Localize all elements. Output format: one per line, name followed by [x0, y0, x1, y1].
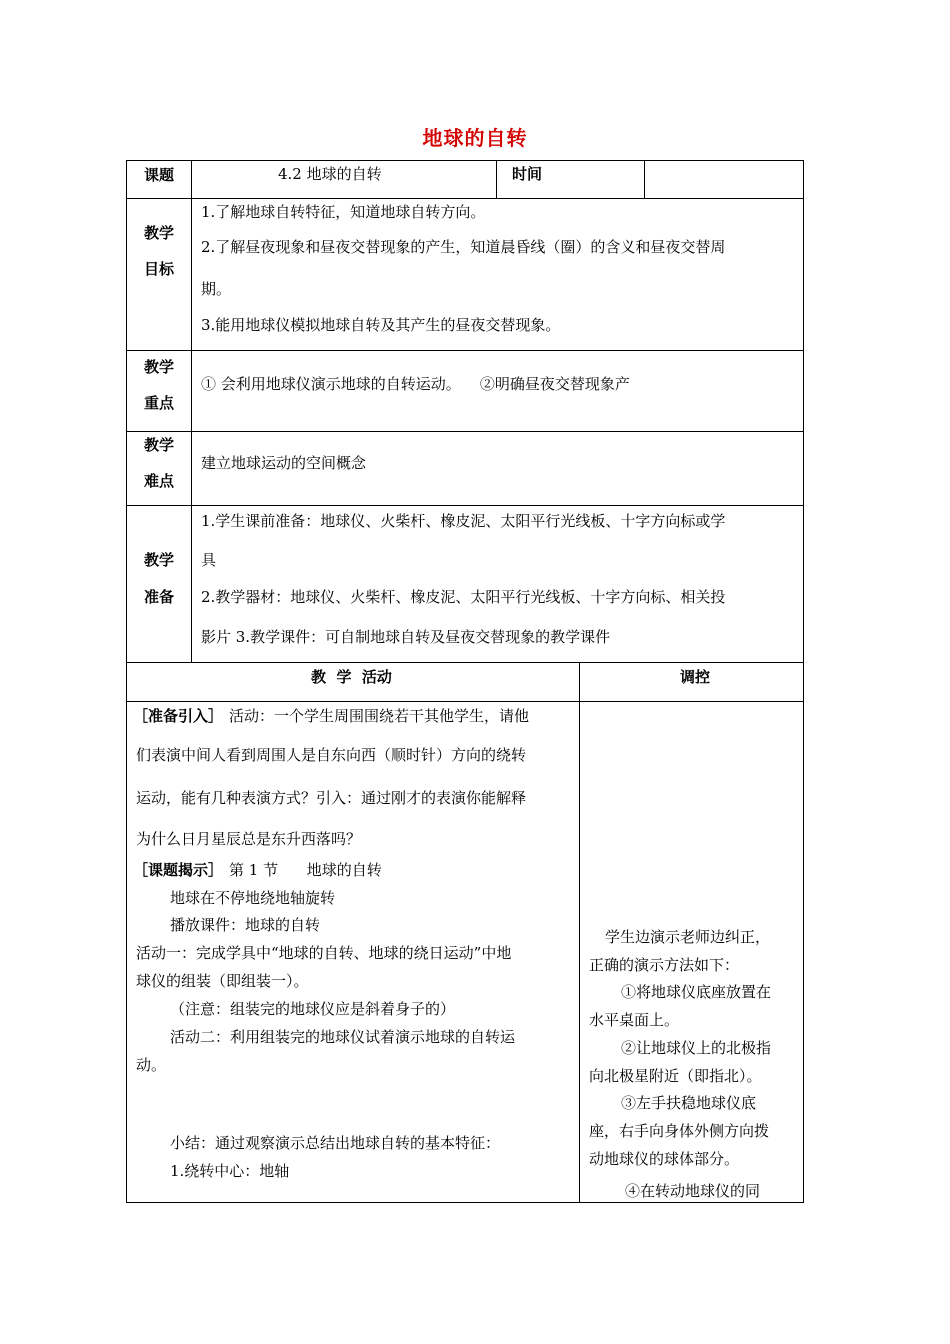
objectives-label-line2: 目标 [144, 260, 175, 278]
control-line: 水平桌面上。 [589, 1011, 680, 1029]
table-border-left [126, 160, 127, 1203]
activity-line: 小结：通过观察演示总结出地球自转的基本特征： [170, 1134, 501, 1152]
preparation-line: 具 [201, 551, 217, 569]
activity-line: 播放课件：地球的自转 [170, 916, 321, 934]
row-divider [126, 431, 804, 432]
document-title: 地球的自转 [422, 126, 528, 150]
row-divider [126, 505, 804, 506]
control-column-header: 调控 [680, 668, 711, 686]
activity-line: 1.绕转中心：地轴 [170, 1162, 290, 1180]
label-column-divider [191, 160, 192, 662]
preparation-line: 2.教学器材：地球仪、火柴杆、橡皮泥、太阳平行光线板、十字方向标、相关投 [201, 588, 726, 606]
intro-tag: ［准备引入］ [133, 707, 224, 725]
difficulties-label-line1: 教学 [144, 436, 175, 454]
row-divider [126, 701, 804, 702]
reveal-text: 第 1 节 地球的自转 [229, 861, 382, 879]
activity-line: 球仪的组装（即组装一）。 [136, 972, 309, 990]
objective-item: 1.了解地球自转特征，知道地球自转方向。 [201, 203, 486, 221]
preparation-label-line2: 准备 [144, 588, 175, 606]
intro-line: 为什么日月星辰总是东升西落吗？ [136, 830, 362, 848]
difficulties-label-line2: 难点 [144, 472, 175, 490]
control-line: ④在转动地球仪的同 [625, 1182, 761, 1200]
key-points-text: ① 会利用地球仪演示地球的自转运动。 ②明确昼夜交替现象产 [201, 375, 630, 393]
intro-line: 们表演中间人看到周围人是自东向西（顺时针）方向的绕转 [136, 746, 527, 764]
control-line: 座，右手向身体外侧方向拨 [589, 1122, 770, 1140]
activity-line: 活动一：完成学具中“地球的自转、地球的绕日运动”中地 [136, 944, 512, 962]
intro-line: 运动，能有几种表演方式？引入：通过刚才的表演你能解释 [136, 789, 527, 807]
control-line: 正确的演示方法如下： [589, 956, 740, 974]
topic-label: 课题 [144, 166, 175, 184]
objectives-label-line1: 教学 [144, 224, 175, 242]
activity-line: 动。 [136, 1056, 167, 1074]
activity-column-divider [579, 662, 580, 1203]
control-line: ②让地球仪上的北极指 [621, 1039, 772, 1057]
activity-line: （注意：组装完的地球仪应是斜着身子的） [170, 1000, 456, 1018]
row-divider [126, 662, 804, 663]
objective-item: 2.了解昼夜现象和昼夜交替现象的产生，知道晨昏线（圈）的含义和昼夜交替周 [201, 238, 726, 256]
control-line: ①将地球仪底座放置在 [621, 983, 772, 1001]
key-points-label-line2: 重点 [144, 394, 175, 412]
preparation-line: 影片 3.教学课件：可自制地球自转及昼夜交替现象的教学课件 [201, 628, 611, 646]
control-line: 向北极星附近（即指北）。 [589, 1067, 762, 1085]
key-points-label-line1: 教学 [144, 358, 175, 376]
reveal-tag: ［课题揭示］ [133, 861, 224, 879]
table-border-top [126, 160, 804, 161]
time-label-divider-right [644, 160, 645, 198]
row-divider [126, 350, 804, 351]
objective-item: 3.能用地球仪模拟地球自转及其产生的昼夜交替现象。 [201, 316, 561, 334]
topic-value: 4.2 地球的自转 [278, 165, 382, 183]
activity-line: 地球在不停地绕地轴旋转 [170, 889, 336, 907]
preparation-line: 1.学生课前准备：地球仪、火柴杆、橡皮泥、太阳平行光线板、十字方向标或学 [201, 512, 726, 530]
time-label: 时间 [512, 165, 543, 183]
intro-line: 活动：一个学生周围围绕若干其他学生，请他 [229, 707, 530, 725]
preparation-label-line1: 教学 [144, 551, 175, 569]
control-line: 动地球仪的球体部分。 [589, 1150, 740, 1168]
activity-line: 活动二：利用组装完的地球仪试着演示地球的自转运 [170, 1028, 516, 1046]
difficulties-text: 建立地球运动的空间概念 [201, 454, 367, 472]
control-line: ③左手扶稳地球仪底 [621, 1094, 757, 1112]
table-border-bottom [126, 1202, 804, 1203]
objective-item: 期。 [201, 280, 232, 298]
activity-column-header: 教 学 活动 [311, 668, 392, 686]
time-label-divider-left [496, 160, 497, 198]
row-divider [126, 198, 804, 199]
control-line: 学生边演示老师边纠正， [605, 928, 771, 946]
table-border-right [803, 160, 804, 1203]
